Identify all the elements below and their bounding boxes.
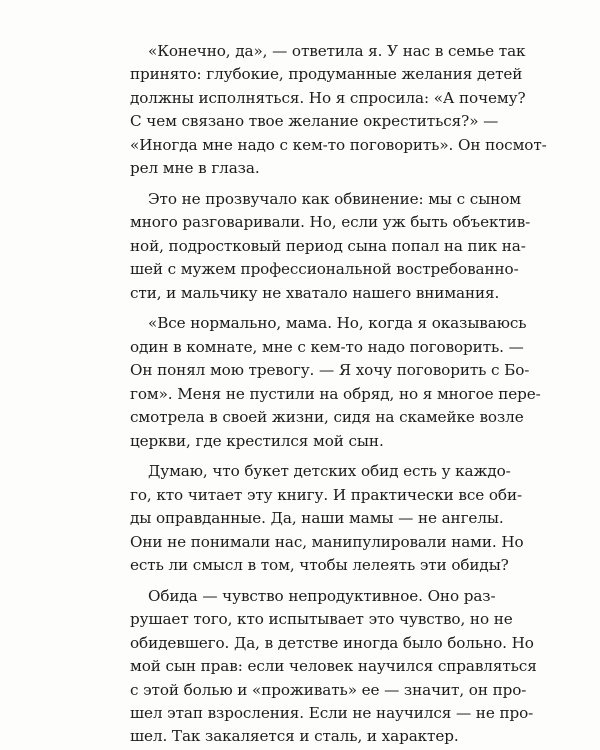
text-line: шей с мужем профессиональной востребованно- [130, 260, 519, 279]
text-line: смотрела в своей жизни, сидя на скамейке возле [130, 408, 524, 427]
text-line: принято: глубокие, продуманные желания детей [130, 65, 523, 84]
text-line: обидевшего. Да, в детстве иногда было больно. Но [130, 633, 534, 652]
text-line: Обида — чувство непродуктивное. Оно раз- [148, 586, 496, 605]
text-line: шел. Так закаляется и сталь, и характер. [130, 727, 459, 746]
text-line: С чем связано твое желание окреститься?» — [130, 112, 499, 131]
text-line: ды оправданные. Да, наши мамы — не ангелы. [130, 509, 504, 528]
text-line: Это не прозвучало как обвинение: мы с сыном [148, 189, 521, 208]
text-line: сти, и мальчику не хватало нашего внимания. [130, 283, 500, 302]
text-line: гом». Меня не пустили на обряд, но я многое пере- [130, 384, 541, 403]
paragraph-1 [130, 40, 547, 180]
text-line: ной, подростковый период сына попал на пик на- [130, 236, 526, 255]
paragraph-5 [130, 585, 537, 749]
paragraph-4 [130, 460, 524, 577]
page-text [130, 40, 547, 749]
paragraph-3 [130, 312, 541, 452]
text-line: «Конечно, да», — ответила я. У нас в семье так [148, 42, 526, 60]
text-line: есть ли смысл в том, чтобы лелеять эти обиды? [130, 556, 509, 575]
text-line: с этой болью и «проживать» ее — значит, он про- [130, 680, 527, 699]
text-line: рушает того, кто испытывает это чувство, но не [130, 610, 513, 629]
text-line: Он понял мою тревогу. — Я хочу поговорить с Бо- [130, 361, 530, 380]
paragraph-2 [130, 188, 531, 305]
text-line: «Все нормально, мама. Но, когда я оказываюсь [148, 314, 527, 333]
text-line: шел этап взросления. Если не научился — не про- [130, 703, 534, 722]
text-line: должны исполняться. Но я спросила: «А почему? [130, 88, 526, 107]
text-line: Думаю, что букет детских обид есть у каждо- [148, 462, 511, 481]
text-line: Они не понимали нас, манипулировали нами. Но [130, 532, 524, 551]
text-line: го, кто читает эту книгу. И практически все оби- [130, 485, 522, 504]
text-line: один в комнате, мне с кем-то надо поговорить. — [130, 337, 524, 356]
text-line: рел мне в глаза. [130, 159, 260, 178]
text-line: мой сын прав: если человек научился справляться [130, 657, 537, 676]
text-line: церкви, где крестился мой сын. [130, 431, 384, 450]
text-line: много разговаривали. Но, если уж быть объектив- [130, 213, 531, 232]
text-line: «Иногда мне надо с кем-то поговорить». Он посмот- [130, 135, 547, 154]
